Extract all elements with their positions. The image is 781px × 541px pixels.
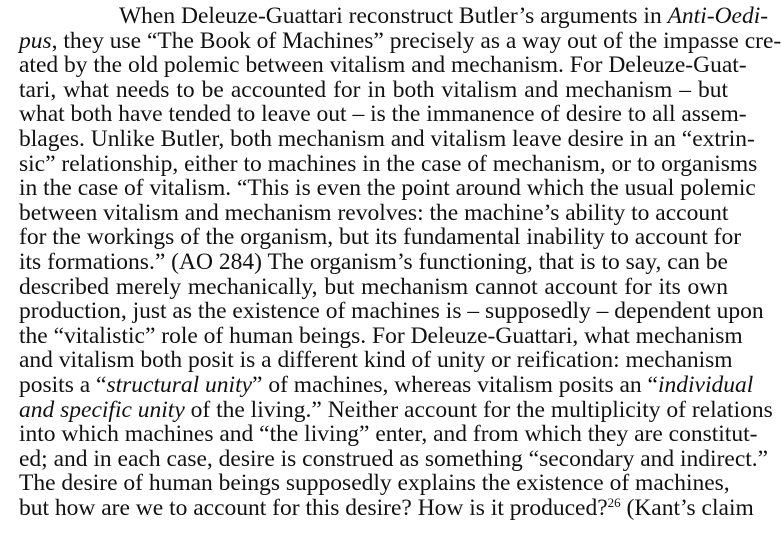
text-span: for the workings of the organism, but its fundamental inability to account for [19,224,742,251]
italic-text: and specific unity [19,396,185,423]
text-line [19,274,728,300]
text-line [19,126,755,152]
text-span: ed; and in each case, desire is construed as something “secondary and indirect.” [19,445,769,472]
text-line [19,249,728,275]
text-line [19,27,781,54]
text-line [19,396,773,423]
text-line [19,372,754,398]
italic-text: individual [657,372,754,398]
text-line [19,52,747,79]
text-span: what both have tended to leave out – is the immanence of desire to all assem- [19,101,747,128]
text-span: posits a “ [19,372,107,398]
text-line [19,322,743,349]
text-span: in the case of vitalism. “This is even the point around which the usual polemic [19,175,756,202]
text-span: and vitalism both posit is a different kind of unity or reification: mechanism [19,347,733,374]
text-line [19,445,769,472]
italic-text: pus [19,27,52,54]
text-span: into which machines and “the living” enter, and from which they are constitut- [19,421,758,448]
text-span: When Deleuze-Guattari reconstruct Butler’s arguments in [119,3,668,29]
italic-text: Anti-Oedi- [667,3,769,29]
text-line [19,150,758,177]
text-line [19,200,728,226]
text-span: The desire of human beings supposedly explains the existence of machines, [19,470,730,497]
text-span: production, just as the existence of machines is – supposedly – dependent upon [19,298,764,325]
text-span: (Kant’s claim [620,495,754,521]
text-line [119,3,769,29]
text-line [19,175,756,202]
text-span: sic” relationship, either to machines in the case of mechanism, or to organisms [19,150,758,177]
text-span: , they use “The Book of Machines” precisely as a way out of the impasse cre- [51,27,781,54]
text-span: of the living.” Neither account for the multiplicity of relations [184,396,773,423]
text-span: tari, what needs to be accounted for in both vitalism and mechanism – but [19,76,728,103]
text-line [19,495,754,521]
text-span: ” of machines, whereas vitalism posits an “ [252,372,658,398]
text-span: described merely mechanically, but mechanism cannot account for its own [19,273,728,300]
text-span: its formations.” (AO 284) The organism’s functioning, that is to say, can be [19,249,728,275]
text-span: the “vitalistic” role of human beings. For Deleuze-Guattari, what mechanism [19,322,743,349]
text-line [19,421,758,448]
italic-text: structural unity [106,372,253,398]
footnote-marker: 26 [607,495,621,510]
text-line [19,347,733,374]
text-line [19,298,764,325]
text-line [19,224,742,251]
text-line [19,77,728,103]
text-span: between vitalism and mechanism revolves: the machine’s ability to account [19,199,729,226]
text-span: ated by the old polemic between vitalism and mechanism. For Deleuze-Guat- [19,52,747,79]
text-span: blages. Unlike Butler, both mechanism and vitalism leave desire in an “extrin- [19,126,755,152]
text-line [19,470,728,496]
text-line [19,101,747,128]
text-span: but how are we to account for this desire? How is it produced? [19,495,608,521]
